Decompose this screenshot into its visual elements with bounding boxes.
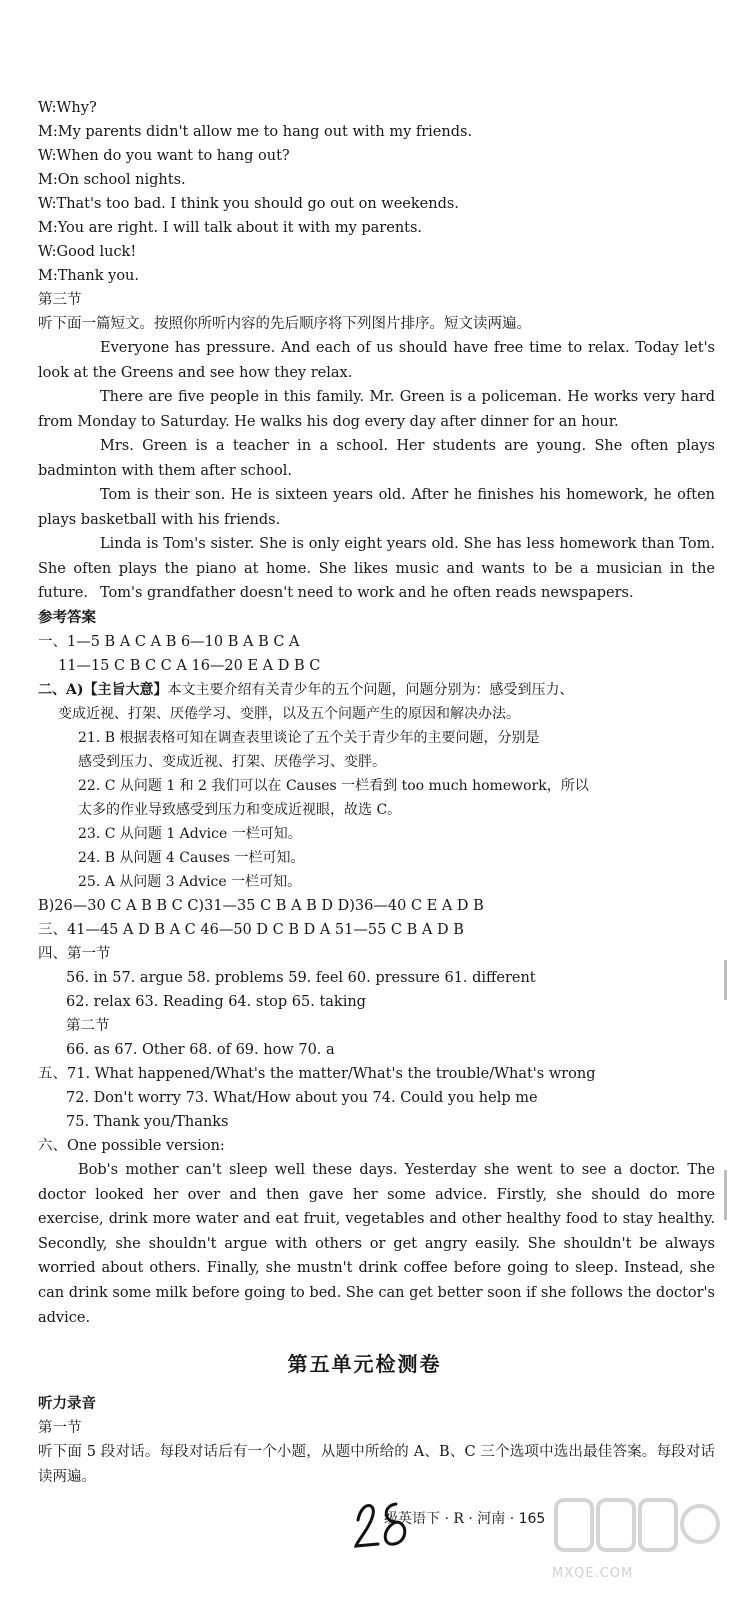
answer-line: 一、1—5 B A C A B 6—10 B A B C A xyxy=(38,634,300,650)
answer-line: 六、One possible version: xyxy=(38,1138,225,1154)
page-number: 165 xyxy=(518,1511,546,1527)
section1-heading: 第一节 xyxy=(38,1420,82,1436)
watermark-logo-icon xyxy=(552,1494,722,1564)
answer-line: 第二节 xyxy=(66,1018,110,1034)
answer-line: 75. Thank you/Thanks xyxy=(66,1114,229,1130)
passage-paragraph: Linda is Tom's sister. She is only eight years old. She has less homework than Tom. She often plays the piano at home. She likes music and wants to be a musician in the future. xyxy=(38,536,715,601)
main-idea-text: 本文主要介绍有关青少年的五个问题，问题分别为：感受到压力、 xyxy=(167,682,574,698)
answer-line: 11—15 C B C C A 16—20 E A D B C xyxy=(58,658,321,674)
passage-paragraph: Mrs. Green is a teacher in a school. Her students are young. She often plays badminton with them after school. xyxy=(38,438,715,479)
section3-instruction: 听下面一篇短文。按照你所听内容的先后顺序将下列图片排序。短文读两遍。 xyxy=(38,316,531,332)
passage-paragraph: Everyone has pressure. And each of us should have free time to relax. Today let's look at the Greens and see how they relax. xyxy=(38,340,715,381)
answer-line: 三、41—45 A D B A C 46—50 D C B D A 51—55 C B A D B xyxy=(38,922,464,938)
passage-paragraph: Tom's grandfather doesn't need to work and he often reads newspapers. xyxy=(100,585,634,601)
listening-heading: 听力录音 xyxy=(38,1395,96,1412)
answer-line: 66. as 67. Other 68. of 69. how 70. a xyxy=(66,1042,335,1058)
answer-line: 24. B 从问题 4 Causes 一栏可知。 xyxy=(78,850,305,866)
dialogue-line: M:You are right. I will talk about it with my parents. xyxy=(38,220,423,236)
answer-line: 62. relax 63. Reading 64. stop 65. taking xyxy=(66,994,366,1010)
dialogue-line: M:My parents didn't allow me to hang out with my friends. xyxy=(38,124,473,140)
answer-line: 21. B 根据表格可知在调查表里谈论了五个关于青少年的主要问题，分别是 xyxy=(78,730,540,746)
sample-essay: Bob's mother can't sleep well these days. Yesterday she went to see a doctor. The doctor looked her over and then gave her some advice. Firstly, she should do more exercise, drink more water and eat fruit, vegetables and other healthy food to stay healthy. Secondly, she shouldn't argue with others or get angry easily. She shouldn't be always worried about others. Finally, she mustn't drink coffee before going to sleep. Instead, she can drink some milk before going to bed. She can get better soon if she follows the doctor's advice. xyxy=(38,1162,715,1326)
watermark-text: MXQE.COM xyxy=(552,1566,634,1581)
dialogue-line: W:When do you want to hang out? xyxy=(38,148,290,164)
main-idea-label: 二、A)【主旨大意】 xyxy=(38,682,168,698)
answer-line: B)26—30 C A B B C C)31—35 C B A B D D)36—40 C E A D B xyxy=(38,898,484,914)
dialogue-line: W:Good luck! xyxy=(38,244,137,260)
footer-text: 级英语下 · R · 河南 · xyxy=(384,1511,515,1527)
answer-line: 72. Don't worry 73. What/How about you 74. Could you help me xyxy=(66,1090,538,1106)
answer-line: 感受到压力、变成近视、打架、厌倦学习、变胖。 xyxy=(78,754,386,770)
answer-line: 四、第一节 xyxy=(38,946,111,962)
handwritten-mark-icon xyxy=(352,1492,412,1552)
scan-edge-mark xyxy=(724,1170,727,1220)
dialogue-line: M:Thank you. xyxy=(38,268,139,284)
watermark xyxy=(552,1494,722,1594)
passage-paragraph: Tom is their son. He is sixteen years old. After he finishes his homework, he often plays basketball with his friends. xyxy=(38,487,715,528)
answers-heading: 参考答案 xyxy=(38,609,96,626)
answer-line: 56. in 57. argue 58. problems 59. feel 60. pressure 61. different xyxy=(66,970,536,986)
section3-heading: 第三节 xyxy=(38,292,82,308)
answer-line: 23. C 从问题 1 Advice 一栏可知。 xyxy=(78,826,302,842)
answer-line: 变成近视、打架、厌倦学习、变胖，以及五个问题产生的原因和解决办法。 xyxy=(58,706,520,722)
answer-line: 25. A 从问题 3 Advice 一栏可知。 xyxy=(78,874,302,890)
dialogue-line: M:On school nights. xyxy=(38,172,186,188)
dialogue-line: W:Why? xyxy=(38,100,97,116)
scan-edge-mark xyxy=(724,960,727,1000)
passage-paragraph: There are five people in this family. Mr. Green is a policeman. He works very hard from Monday to Saturday. He walks his dog every day after dinner for an hour. xyxy=(38,389,715,430)
unit5-instruction: 听下面 5 段对话。每段对话后有一个小题，从题中所给的 A、B、C 三个选项中选出最佳答案。每段对话读两遍。 xyxy=(38,1444,715,1485)
answer-line xyxy=(38,678,715,702)
answer-line: 22. C 从问题 1 和 2 我们可以在 Causes 一栏看到 too much homework，所以 xyxy=(78,778,589,794)
answer-line: 五、71. What happened/What's the matter/What's the trouble/What's wrong xyxy=(38,1066,596,1082)
unit-title: 第五单元检测卷 xyxy=(287,1352,442,1376)
answer-line: 太多的作业导致感受到压力和变成近视眼，故选 C。 xyxy=(78,802,402,818)
dialogue-line: W:That's too bad. I think you should go out on weekends. xyxy=(38,196,459,212)
